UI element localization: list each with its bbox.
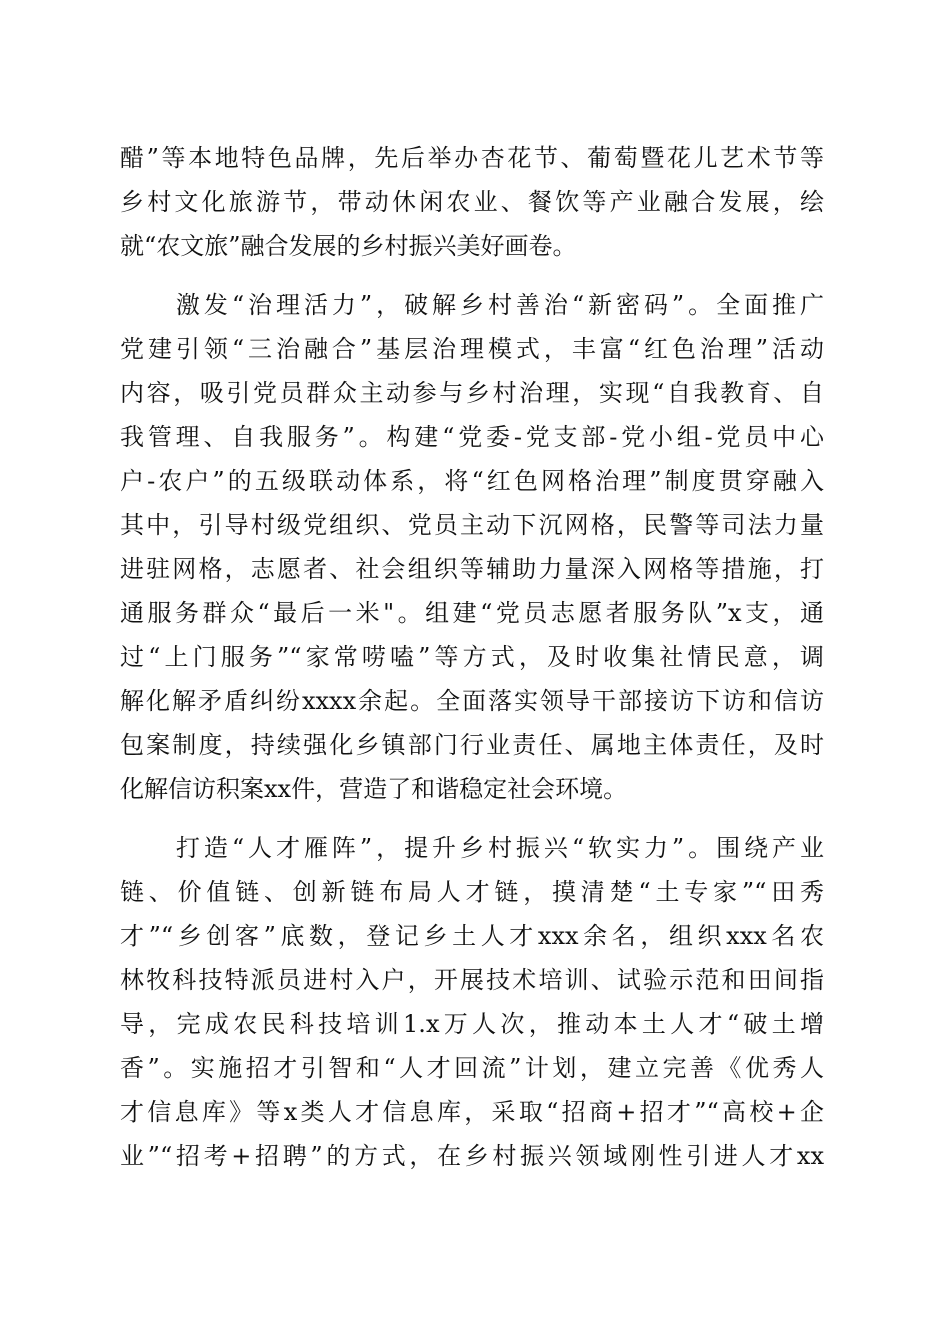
text-line: 就“农文旅”融合发展的乡村振兴美好画卷。 [120,232,577,260]
text-line: 激发“治理活力”，破解乡村善治“新密码”。全面推广 [120,291,824,319]
text-line: 才信息库》等x类人才信息库，采取“招商+招才”“高校+企 [120,1098,824,1126]
text-line: 打造“人才雁阵”，提升乡村振兴“软实力”。围绕产业 [120,834,824,862]
text-line: 导，完成农民科技培训1.x万人次，推动本土人才“破土增 [120,1010,824,1038]
text-line: 香”。实施招才引智和“人才回流”计划，建立完善《优秀人 [120,1054,824,1082]
text-line: 才”“乡创客”底数，登记乡土人才xxx余名，组织xxx名农 [120,922,824,950]
text-line: 进驻网格，志愿者、社会组织等辅助力量深入网格等措施，打 [120,555,824,583]
text-line: 党建引领“三治融合”基层治理模式，丰富“红色治理”活动 [120,335,824,363]
text-line: 内容，吸引党员群众主动参与乡村治理，实现“自我教育、自 [120,379,824,407]
text-line: 我管理、自我服务”。构建“党委-党支部-党小组-党员中心 [120,423,824,451]
text-line: 过“上门服务”“家常唠嗑”等方式，及时收集社情民意，调 [120,643,824,671]
text-line: 户-农户”的五级联动体系，将“红色网格治理”制度贯穿融入 [120,467,824,495]
text-line: 通服务群众“最后一米"。组建“党员志愿者服务队”x支，通 [120,599,824,627]
text-line: 解化解矛盾纠纷xxxx余起。全面落实领导干部接访下访和信访 [120,687,824,715]
text-line: 业”“招考+招聘”的方式，在乡村振兴领域刚性引进人才xx [120,1142,824,1170]
text-line: 链、价值链、创新链布局人才链，摸清楚“土专家”“田秀 [120,878,824,906]
text-line: 化解信访积案xx件，营造了和谐稳定社会环境。 [120,775,628,803]
text-line: 其中，引导村级党组织、党员主动下沉网格，民警等司法力量 [120,511,824,539]
text-line: 林牧科技特派员进村入户，开展技术培训、试验示范和田间指 [120,966,824,994]
text-line: 醋”等本地特色品牌，先后举办杏花节、葡萄暨花儿艺术节等 [120,144,824,172]
text-line: 包案制度，持续强化乡镇部门行业责任、属地主体责任，及时 [120,731,824,759]
text-line: 乡村文化旅游节，带动休闲农业、餐饮等产业融合发展，绘 [120,188,824,216]
